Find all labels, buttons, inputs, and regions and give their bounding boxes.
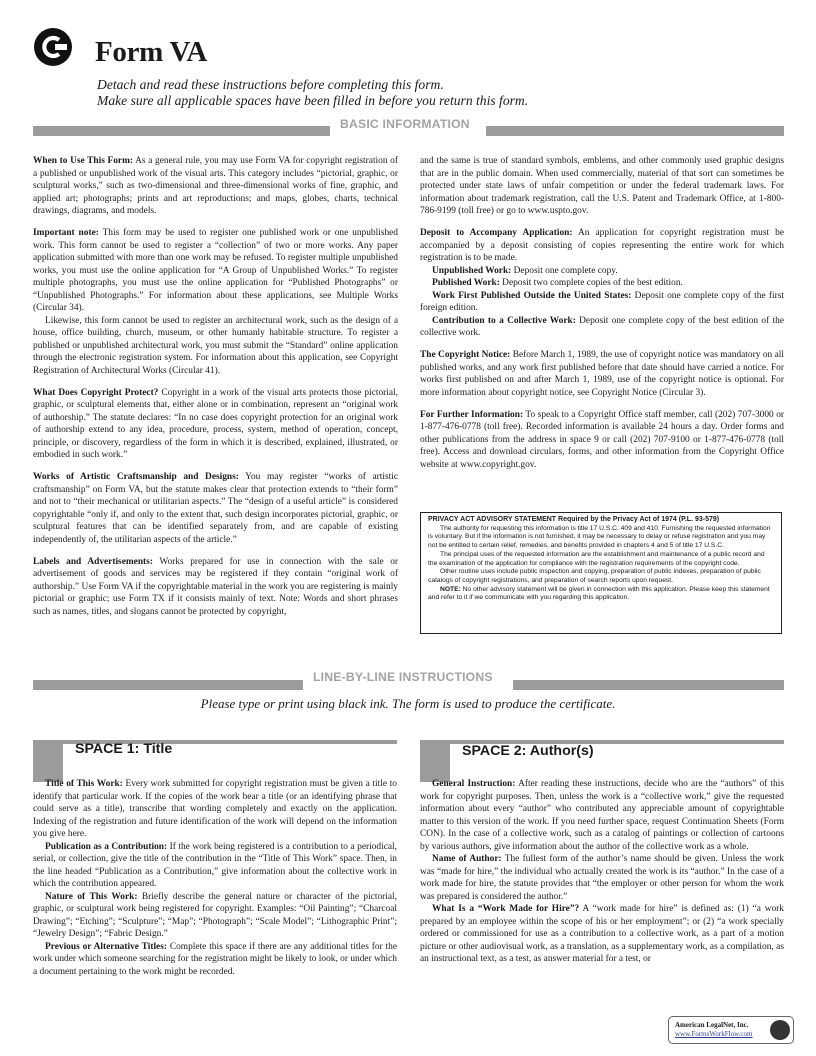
paragraph-lead: Contribution to a Collective Work: xyxy=(432,315,576,326)
copyright-logo-icon xyxy=(33,27,73,67)
paragraph xyxy=(33,891,397,941)
privacy-heading: PRIVACY ACT ADVISORY STATEMENT Required by the Privacy Act of 1974 (P.L. 93-579) xyxy=(428,516,720,523)
paragraph-lead: Important note: xyxy=(33,228,99,238)
paragraph-text: As a general rule, you may use Form VA for copyright registration of a published or unpublished work of the visual arts. This category includes “pictorial, graphic, or sculptural works,” such as two-dimensional and three-dimensional works of fine, graphic, and applied art; photographs; prints and art reproductions; and maps, globes, charts, technical drawings, diagrams, and models. xyxy=(33,156,398,216)
paragraph xyxy=(33,155,398,218)
paragraph xyxy=(420,903,784,966)
divider-bar xyxy=(33,126,330,136)
space1-heading: SPACE 1: Title xyxy=(75,741,173,757)
space2-body xyxy=(420,778,784,966)
privacy-paragraph: Other routine uses include public inspection and copying, preparation of public indexes, preparation of public catalogs of copyright registrations, and preparation of search reports upon request. xyxy=(428,568,761,584)
paragraph-text: After reading these instructions, decide who are the “authors” of this work for copyright purposes. Then, unless the work is a “collective work,” give the requested information about every “author” who contributed any appreciable amount of copyrightable matter to this version of the work. If you need further space, request Continuation Sheets (Form CON). In the case of a collective work, such as a catalog of paintings or collection of cartoons by various authors, give information about the author of the collective work as a whole. xyxy=(420,779,784,852)
paragraph xyxy=(33,778,397,841)
paragraph-text: Every work submitted for copyright registration must be given a title to identify that particular work. If the copies of the work bear a title (or an identifying phrase that could serve as a title), transcribe that wording completely and exactly on the application. Indexing of the registration and future identification of the work will depend on the information you give here. xyxy=(33,779,397,839)
paragraph xyxy=(33,227,398,315)
paragraph-lead: What Is a “Work Made for Hire”? xyxy=(432,904,580,914)
paragraph-lead: Published Work: xyxy=(432,278,500,288)
paragraph xyxy=(420,277,784,290)
paragraph-text: A “work made for hire” is defined as: (1) “a work prepared by an employee within the scope of his or her employment”; or (2) “a work specially ordered or commissioned for use as a contribution to a collective work, as a part of a motion picture or other audiovisual work, as a translation, as a supplementary work, as a compilation, as an instructional text, as a test, as answer material for a test, or xyxy=(420,904,784,964)
line-by-line-heading: LINE-BY-LINE INSTRUCTIONS xyxy=(313,670,493,684)
paragraph-text: Deposit two complete copies of the best edition. xyxy=(499,278,683,288)
privacy-paragraph: The principal uses of the requested information are the establishment and maintenance of a public record and the examination of the application for compliance with the registration requirements of the copyright code. xyxy=(428,550,765,567)
paragraph-text: Deposit one complete copy of the best edition of the collective work. xyxy=(420,315,784,338)
form-title: Form VA xyxy=(95,36,208,68)
paragraph-text: This form may be used to register one published work or one unpublished work. This form cannot be used to register a “collection” of two or more works. Any paper application submitted with more than one work may be refused. To register multiple unpublished works, you must use the online application for “A Group of Unpublished Works.” To register multiple photographs, you must use the online application for “Published Photographs” or “Unpublished Photographs.” For information about these applications, see Multiple Works (Circular 34). xyxy=(33,228,398,313)
paragraph-lead: The Copyright Notice: xyxy=(420,350,511,360)
paragraph xyxy=(420,778,784,853)
paragraph xyxy=(420,290,784,315)
space1-marker xyxy=(33,740,63,782)
space2-marker xyxy=(420,740,450,782)
paragraph-lead: General Instruction: xyxy=(432,779,516,789)
paragraph-text: Complete this space if there are any additional titles for the work under which someone searching for the registration might be likely to look, or under which a document pertaining to the work might be recorded. xyxy=(33,941,397,977)
paragraph xyxy=(420,315,784,340)
header-instructions xyxy=(97,77,528,109)
paragraph-text: Before March 1, 1989, the use of copyright notice was mandatory on all published works, and any work first published before that date should have carried a notice. For works first published on and after March 1, 1989, use of the copyright notice is optional. For more information about copyright notice, see Copyright Notice (Circular 3). xyxy=(420,350,784,398)
space1-body xyxy=(33,778,397,978)
divider-bar xyxy=(33,680,303,690)
paragraph-lead: Publication as a Contribution: xyxy=(45,841,168,852)
ink-instruction: Please type or print using black ink. The form is used to produce the certificate. xyxy=(200,696,616,711)
paragraph-lead: Works of Artistic Craftsmanship and Designs: xyxy=(33,472,239,482)
paragraph-lead: Deposit to Accompany Application: xyxy=(420,228,573,238)
paragraph-text: Likewise, this form cannot be used to register an architectural work, such as the design of a house, office building, church, museum, or other humanly habitable structure. To register a published or unpublished architectural work, you must submit the “Standard” online application through the electronic registration system. For information about this application, see Copyright Registration of Architectural Works (Circular 41). xyxy=(33,315,398,376)
paragraph xyxy=(33,471,398,546)
paragraph xyxy=(33,556,398,619)
divider-bar xyxy=(513,680,784,690)
privacy-act-statement xyxy=(420,512,782,634)
american-legalnet-logo[interactable] xyxy=(668,1016,794,1044)
paragraph xyxy=(420,155,784,218)
paragraph xyxy=(420,409,784,472)
paragraph-text: Copyright in a work of the visual arts protects those pictorial, graphic, or sculptural elements that, either alone or in combination, represent an “original work of authorship.” The statute declares: “In no case does copyright protection for an original work of authorship extend to any idea, procedure, process, system, method of operation, concept, principle, or discovery, regardless of the form in which it is described, explained, illustrated, or embodied in such work.” xyxy=(33,387,398,460)
paragraph xyxy=(420,265,784,278)
paragraph-lead: Labels and Advertisements: xyxy=(33,556,153,567)
note-text: No other advisory statement will be given in connection with this application. Please keep this statement and refer to it if we communicate with you regarding this application. xyxy=(428,585,770,602)
paragraph xyxy=(420,349,784,399)
paragraph xyxy=(33,387,398,462)
paragraph-text: You may register “works of artistic craftsmanship” on Form VA, but the statute makes clear that protection extends to “their form” and not to “their mechanical or utilitarian aspects.” The “design of a useful article” is considered copyrightable “only if, and only to the extent that, such design incorporates pictorial, graphic, or sculptural features that can be identified separately from, and are capable of existing independently of, the utilitarian aspects of the article.” xyxy=(33,472,398,545)
paragraph-lead: Nature of This Work: xyxy=(45,891,138,902)
footer-company: American LegalNet, Inc. xyxy=(675,1021,749,1029)
paragraph-text: An application for copyright registration must be accompanied by a deposit consisting of copies representing the entire work for which registration is to be made. xyxy=(420,228,784,263)
paragraph-text: Works prepared for use in connection with the sale or advertisement of goods and services may be registered if they contain “original work of authorship.” Use Form VA if the copyrightable material in the work you are registering is mainly pictorial or graphic; use Form TX if it consists mainly of text. Note: Words and short phrases such as names, titles, and slogans cannot be protected by copyright, xyxy=(33,556,399,617)
paragraph-lead: Unpublished Work: xyxy=(432,265,512,276)
footer-url[interactable]: www.FormsWorkFlow.com xyxy=(675,1029,753,1038)
basic-information-heading: BASIC INFORMATION xyxy=(340,117,470,131)
basic-info-left-column xyxy=(33,155,398,618)
paragraph xyxy=(420,227,784,265)
paragraph-lead: Previous or Alternative Titles: xyxy=(45,941,167,952)
space2-heading: SPACE 2: Author(s) xyxy=(462,743,594,759)
paragraph-text: To speak to a Copyright Office staff member, call (202) 707-3000 or 1-877-476-0778 (toll free). Recorded information is available 24 hours a day. Order forms and other publications from the address in space 9 or call (202) 707-9100 or 1-877-476-0778 (toll free). Access and download circulars, forms, and other information from the Copyright Office website at www.copyright.gov. xyxy=(420,409,784,470)
header-line-2: Make sure all applicable spaces have been filled in before you return this form. xyxy=(97,93,529,108)
paragraph xyxy=(33,841,397,891)
basic-info-right-column xyxy=(420,155,784,471)
paragraph-text: The fullest form of the author’s name should be given. Unless the work was “made for hire,” the individual who actually created the work is its “author.” In the case of a work made for hire, the statute provides that “the employer or other person for whom the work was prepared is considered the author.” xyxy=(420,854,784,902)
paragraph-lead: For Further Information: xyxy=(420,409,524,420)
paragraph xyxy=(33,315,398,378)
divider-bar xyxy=(486,126,784,136)
globe-icon xyxy=(770,1020,790,1040)
paragraph-lead: What Does Copyright Protect? xyxy=(33,387,159,398)
privacy-paragraph: The authority for requesting this information is title 17 U.S.C. 409 and 410. Furnishing the requested information is voluntary. But if the information is not furnished, it may be necessary to delay or refuse registration and you may not be entitled to certain relief, remedies, and benefits provided in chapters 4 and 5 of title 17 U.S.C. xyxy=(428,524,771,550)
note-label: NOTE: xyxy=(440,585,461,593)
privacy-note xyxy=(428,586,774,603)
paragraph-text: Briefly describe the general nature or character of the pictorial, graphic, or sculptural work being registered for copyright. Examples: “Oil Painting”; “Charcoal Drawing”; “Etching”; “Sculpture”; “Map”; “Photograph”; “Scale Model”; “Lithographic Print”; “Jewelry Design”; “Fabric Design.” xyxy=(33,891,397,939)
paragraph-lead: When to Use This Form: xyxy=(33,156,133,166)
paragraph-lead: Title of This Work: xyxy=(45,779,123,789)
paragraph-text: If the work being registered is a contribution to a periodical, serial, or collection, give the title of the contribution in the “Title of This Work” space. Then, in the line headed “Publication as a Contribution,” give information about the collective work in which the contribution appeared. xyxy=(33,841,397,889)
paragraph-lead: Work First Published Outside the United States: xyxy=(432,290,632,301)
paragraph-text: Deposit one complete copy of the first foreign edition. xyxy=(420,290,784,313)
paragraph xyxy=(420,853,784,903)
paragraph-text: and the same is true of standard symbols, emblems, and other commonly used graphic designs that are in the public domain. When used commercially, material of that sort can sometimes be protected under state laws of unfair competition or under the federal trademark laws. For information about trademark registration, call the U.S. Patent and Trademark Office, at 1-800-786-9199 (toll free) or go to www.uspto.gov. xyxy=(420,156,784,216)
paragraph-lead: Name of Author: xyxy=(432,854,502,864)
header-line-1: Detach and read these instructions before completing this form. xyxy=(97,77,444,92)
paragraph-text: Deposit one complete copy. xyxy=(511,265,618,276)
paragraph xyxy=(33,941,397,979)
